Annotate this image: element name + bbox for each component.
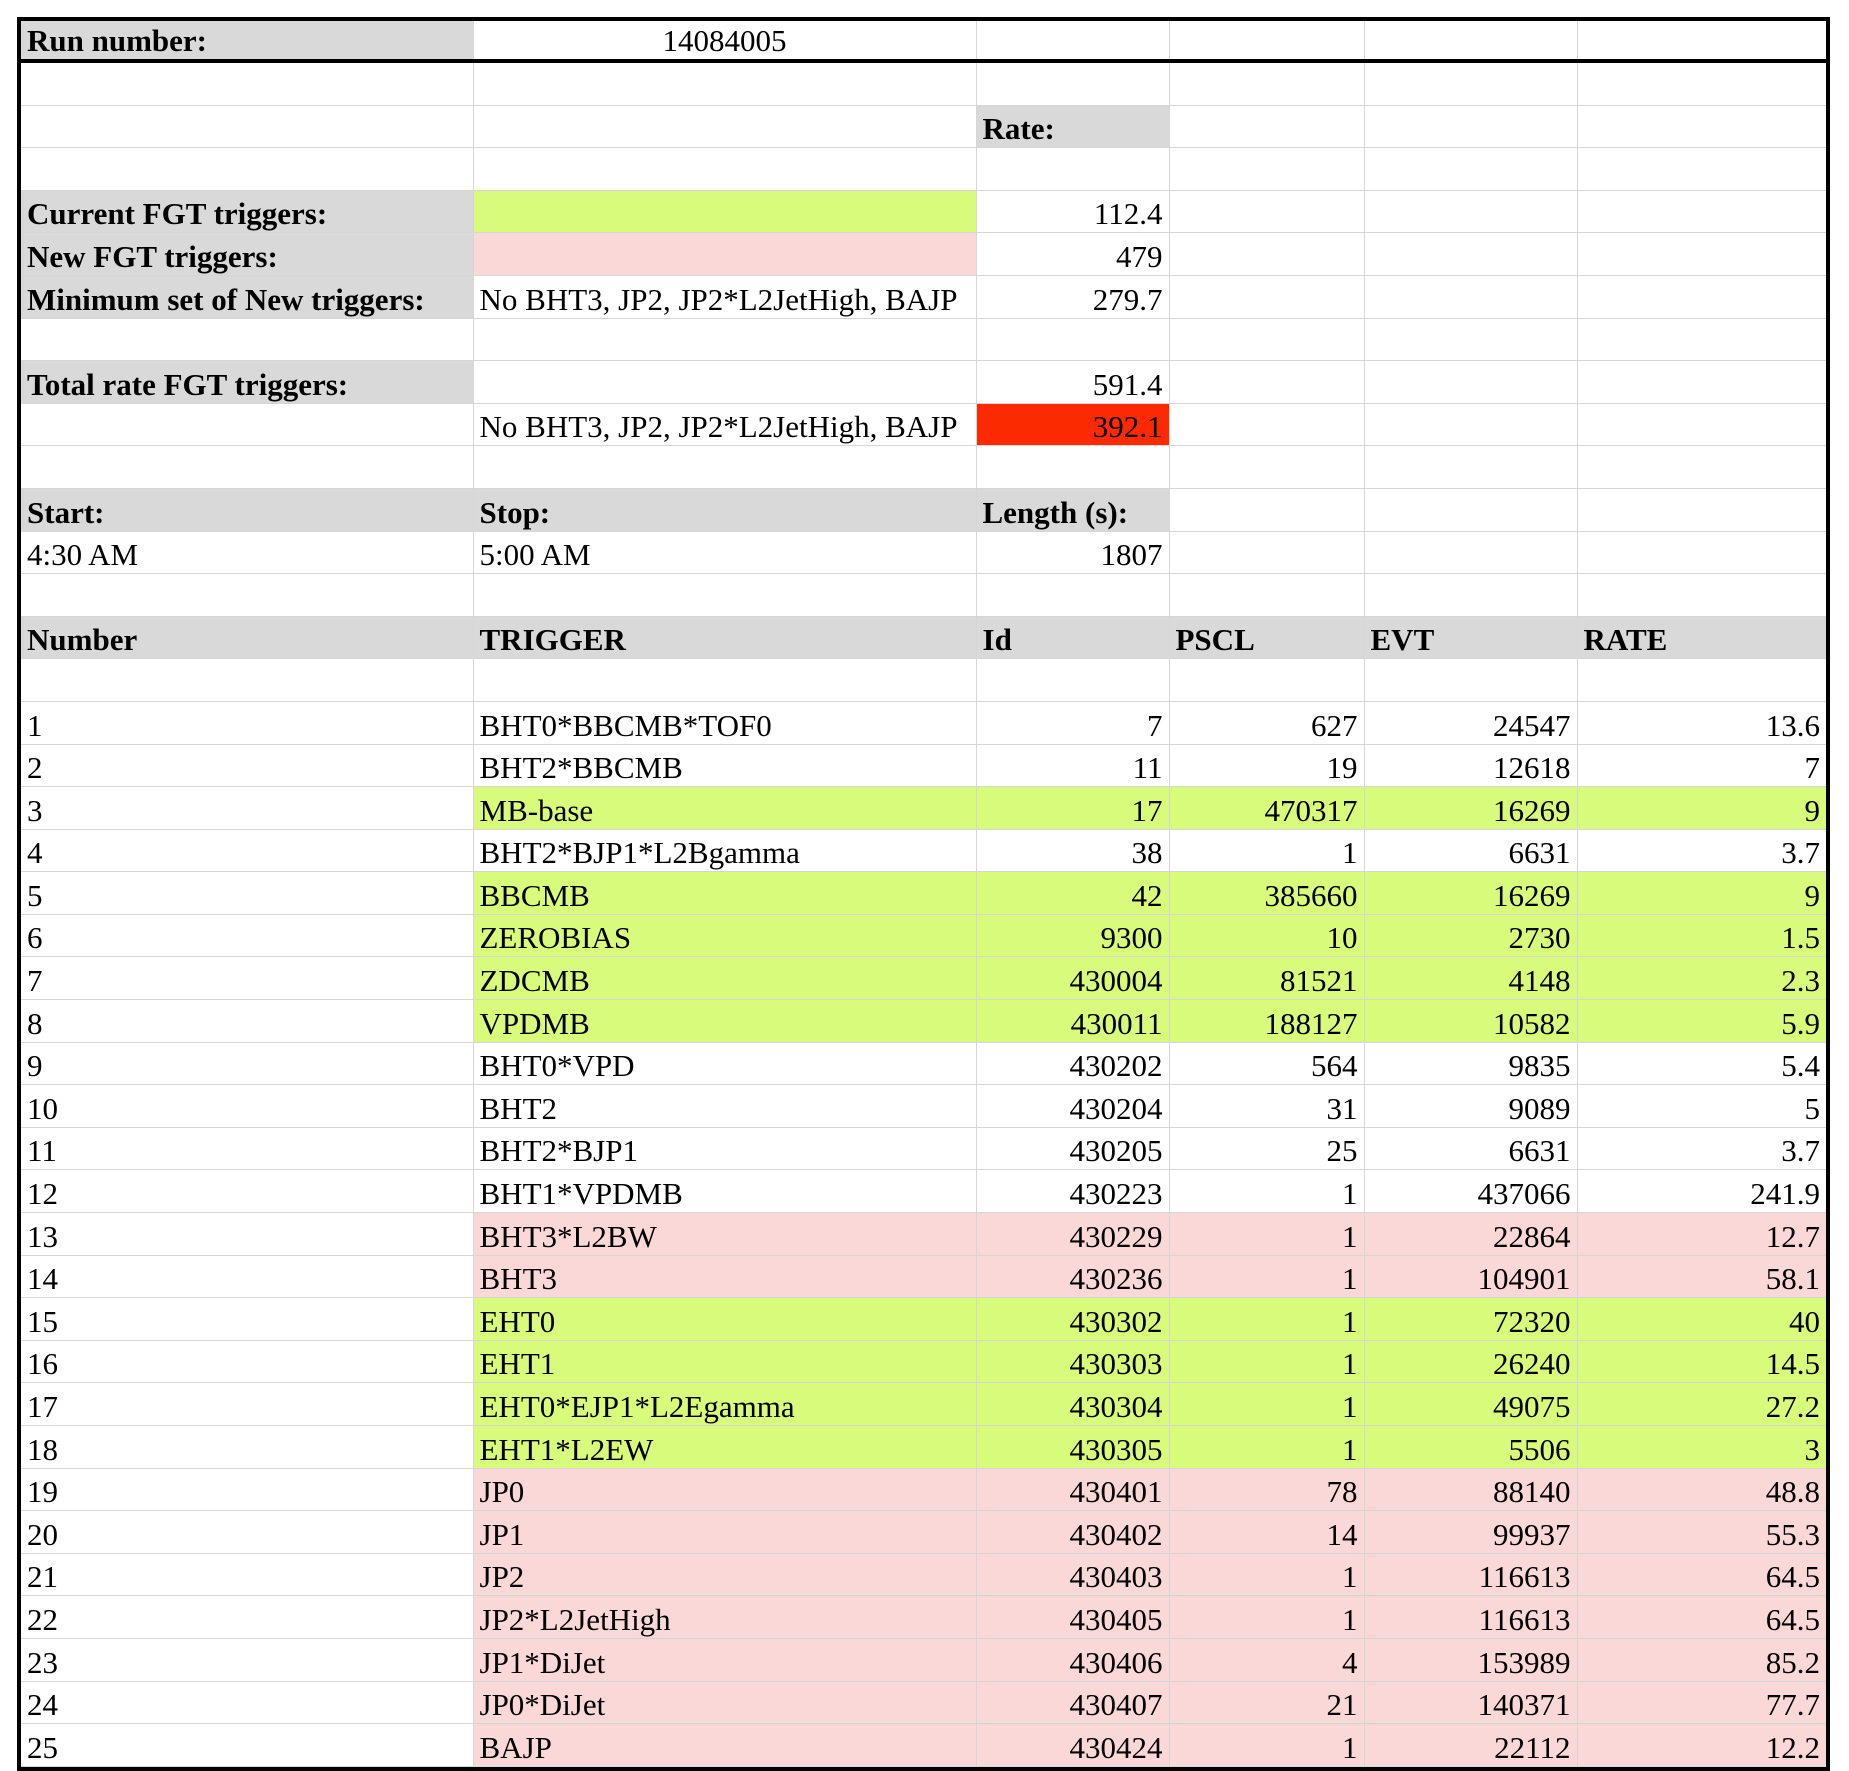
blank-row [21, 446, 1826, 489]
trigger-evt-cell[interactable]: 2730 [1364, 914, 1577, 957]
trigger-id-cell[interactable]: 9300 [976, 914, 1169, 957]
total-alt-text[interactable]: No BHT3, JP2, JP2*L2JetHigh, BAJP [473, 403, 976, 446]
trigger-id-cell[interactable]: 430204 [976, 1085, 1169, 1128]
trigger-pscl-cell[interactable]: 470317 [1169, 787, 1364, 830]
trigger-name-cell[interactable]: JP0*DiJet [473, 1681, 976, 1724]
trigger-name-cell[interactable]: BHT2*BBCMB [473, 744, 976, 787]
trigger-pscl-cell[interactable]: 1 [1169, 1724, 1364, 1767]
trigger-number-cell[interactable]: 14 [21, 1255, 473, 1298]
trigger-id-cell[interactable]: 430407 [976, 1681, 1169, 1724]
blank-row [21, 659, 1826, 702]
trigger-id-cell[interactable]: 430403 [976, 1553, 1169, 1596]
table-row [21, 1724, 1826, 1767]
trigger-number-cell[interactable]: 17 [21, 1383, 473, 1426]
trigger-name-cell[interactable]: EHT0 [473, 1298, 976, 1341]
trigger-id-cell[interactable]: 430424 [976, 1724, 1169, 1767]
trigger-id-cell[interactable]: 42 [976, 872, 1169, 915]
trigger-number-cell[interactable]: 21 [21, 1553, 473, 1596]
trigger-evt-cell[interactable]: 12618 [1364, 744, 1577, 787]
trigger-name-cell[interactable]: BHT2*BJP1*L2Bgamma [473, 829, 976, 872]
trigger-name-cell[interactable]: BBCMB [473, 872, 976, 915]
trigger-pscl-cell[interactable]: 21 [1169, 1681, 1364, 1724]
total-alt-rate[interactable]: 392.1 [976, 403, 1169, 446]
trigger-name-cell[interactable]: JP1 [473, 1511, 976, 1554]
trigger-number-cell[interactable]: 1 [21, 701, 473, 744]
trigger-name-cell[interactable]: JP2*L2JetHigh [473, 1596, 976, 1639]
trigger-rate-cell[interactable]: 5 [1577, 1085, 1826, 1128]
table-row [21, 1511, 1826, 1554]
blank-row [21, 61, 1826, 105]
trigger-number-cell[interactable]: 24 [21, 1681, 473, 1724]
table-row [21, 1383, 1826, 1426]
trigger-evt-cell[interactable]: 10582 [1364, 1000, 1577, 1043]
rate-label: Rate: [976, 105, 1169, 148]
trigger-evt-cell[interactable]: 99937 [1364, 1511, 1577, 1554]
rate-header-row [21, 105, 1826, 148]
trigger-id-cell[interactable]: 38 [976, 829, 1169, 872]
trigger-rate-cell[interactable]: 14.5 [1577, 1340, 1826, 1383]
stop-value[interactable]: 5:00 AM [473, 531, 976, 574]
trigger-pscl-cell[interactable]: 564 [1169, 1042, 1364, 1085]
length-value[interactable]: 1807 [976, 531, 1169, 574]
trigger-id-cell[interactable]: 430303 [976, 1340, 1169, 1383]
trigger-rate-cell[interactable]: 55.3 [1577, 1511, 1826, 1554]
trigger-number-cell[interactable]: 25 [21, 1724, 473, 1767]
trigger-name-cell[interactable]: JP1*DiJet [473, 1638, 976, 1681]
blank-row [21, 318, 1826, 361]
trigger-pscl-cell[interactable]: 31 [1169, 1085, 1364, 1128]
trigger-evt-cell[interactable]: 88140 [1364, 1468, 1577, 1511]
trigger-rate-cell[interactable]: 3 [1577, 1426, 1826, 1469]
total-rate-row [21, 361, 1826, 404]
trigger-name-cell[interactable]: BAJP [473, 1724, 976, 1767]
trigger-number-cell[interactable]: 9 [21, 1042, 473, 1085]
column-header-id: Id [976, 616, 1169, 659]
empty-cell[interactable] [1364, 21, 1577, 61]
trigger-name-cell[interactable]: BHT2 [473, 1085, 976, 1128]
trigger-number-cell[interactable]: 2 [21, 744, 473, 787]
minimum-set-text[interactable]: No BHT3, JP2, JP2*L2JetHigh, BAJP [473, 275, 976, 318]
trigger-name-cell[interactable]: BHT3 [473, 1255, 976, 1298]
trigger-id-cell[interactable]: 430405 [976, 1596, 1169, 1639]
trigger-evt-cell[interactable]: 22864 [1364, 1213, 1577, 1256]
spreadsheet [17, 17, 1830, 1771]
trigger-pscl-cell[interactable]: 1 [1169, 1596, 1364, 1639]
table-row [21, 1213, 1826, 1256]
trigger-rate-cell[interactable]: 48.8 [1577, 1468, 1826, 1511]
table-row [21, 1000, 1826, 1043]
trigger-name-cell[interactable]: BHT2*BJP1 [473, 1127, 976, 1170]
trigger-rate-cell[interactable]: 9 [1577, 787, 1826, 830]
trigger-evt-cell[interactable]: 16269 [1364, 787, 1577, 830]
trigger-evt-cell[interactable]: 9835 [1364, 1042, 1577, 1085]
trigger-rate-cell[interactable]: 40 [1577, 1298, 1826, 1341]
trigger-evt-cell[interactable]: 22112 [1364, 1724, 1577, 1767]
trigger-number-cell[interactable]: 10 [21, 1085, 473, 1128]
trigger-pscl-cell[interactable]: 1 [1169, 1255, 1364, 1298]
trigger-id-cell[interactable]: 430401 [976, 1468, 1169, 1511]
trigger-id-cell[interactable]: 430305 [976, 1426, 1169, 1469]
trigger-number-cell[interactable]: 16 [21, 1340, 473, 1383]
trigger-name-cell[interactable]: VPDMB [473, 1000, 976, 1043]
trigger-name-cell[interactable]: BHT3*L2BW [473, 1213, 976, 1256]
trigger-name-cell[interactable]: BHT1*VPDMB [473, 1170, 976, 1213]
trigger-rate-cell[interactable]: 3.7 [1577, 829, 1826, 872]
trigger-id-cell[interactable]: 430304 [976, 1383, 1169, 1426]
column-header-row [21, 616, 1826, 659]
trigger-number-cell[interactable]: 13 [21, 1213, 473, 1256]
minimum-set-row [21, 275, 1826, 318]
trigger-pscl-cell[interactable]: 627 [1169, 701, 1364, 744]
trigger-rate-cell[interactable]: 85.2 [1577, 1638, 1826, 1681]
trigger-pscl-cell[interactable]: 81521 [1169, 957, 1364, 1000]
trigger-id-cell[interactable]: 430302 [976, 1298, 1169, 1341]
table-row [21, 1127, 1826, 1170]
trigger-pscl-cell[interactable]: 1 [1169, 1426, 1364, 1469]
trigger-rate-cell[interactable]: 77.7 [1577, 1681, 1826, 1724]
trigger-number-cell[interactable]: 18 [21, 1426, 473, 1469]
trigger-pscl-cell[interactable]: 1 [1169, 829, 1364, 872]
trigger-id-cell[interactable]: 430229 [976, 1213, 1169, 1256]
run-number-label: Run number: [21, 21, 473, 61]
trigger-pscl-cell[interactable]: 19 [1169, 744, 1364, 787]
trigger-rate-cell[interactable]: 2.3 [1577, 957, 1826, 1000]
trigger-evt-cell[interactable]: 104901 [1364, 1255, 1577, 1298]
table-row [21, 1596, 1826, 1639]
trigger-id-cell[interactable]: 11 [976, 744, 1169, 787]
trigger-pscl-cell[interactable]: 78 [1169, 1468, 1364, 1511]
trigger-evt-cell[interactable]: 72320 [1364, 1298, 1577, 1341]
trigger-pscl-cell[interactable]: 1 [1169, 1553, 1364, 1596]
trigger-rate-cell[interactable]: 64.5 [1577, 1553, 1826, 1596]
new-triggers-label: New FGT triggers: [21, 233, 473, 276]
trigger-rate-cell[interactable]: 27.2 [1577, 1383, 1826, 1426]
trigger-name-cell[interactable]: JP0 [473, 1468, 976, 1511]
new-triggers-rate[interactable]: 479 [976, 233, 1169, 276]
trigger-evt-cell[interactable]: 140371 [1364, 1681, 1577, 1724]
trigger-id-cell[interactable]: 430011 [976, 1000, 1169, 1043]
trigger-pscl-cell[interactable]: 385660 [1169, 872, 1364, 915]
trigger-id-cell[interactable]: 430004 [976, 957, 1169, 1000]
trigger-id-cell[interactable]: 430223 [976, 1170, 1169, 1213]
trigger-pscl-cell[interactable]: 1 [1169, 1170, 1364, 1213]
trigger-name-cell[interactable]: EHT1 [473, 1340, 976, 1383]
trigger-evt-cell[interactable]: 116613 [1364, 1596, 1577, 1639]
trigger-pscl-cell[interactable]: 14 [1169, 1511, 1364, 1554]
trigger-id-cell[interactable]: 430406 [976, 1638, 1169, 1681]
timing-values-row [21, 531, 1826, 574]
trigger-pscl-cell[interactable]: 1 [1169, 1340, 1364, 1383]
empty-cell[interactable] [1577, 21, 1826, 61]
column-header-rate: RATE [1577, 616, 1826, 659]
trigger-rate-cell[interactable]: 12.7 [1577, 1213, 1826, 1256]
run-number-row [21, 21, 1826, 61]
trigger-name-cell[interactable]: BHT0*BBCMB*TOF0 [473, 701, 976, 744]
trigger-evt-cell[interactable]: 6631 [1364, 829, 1577, 872]
trigger-rate-cell[interactable]: 9 [1577, 872, 1826, 915]
table-row [21, 1298, 1826, 1341]
trigger-evt-cell[interactable]: 437066 [1364, 1170, 1577, 1213]
trigger-id-cell[interactable]: 17 [976, 787, 1169, 830]
trigger-evt-cell[interactable]: 6631 [1364, 1127, 1577, 1170]
trigger-name-cell[interactable]: EHT1*L2EW [473, 1426, 976, 1469]
trigger-number-cell[interactable]: 11 [21, 1127, 473, 1170]
column-header-number: Number [21, 616, 473, 659]
empty-cell[interactable] [1169, 21, 1364, 61]
length-label: Length (s): [976, 488, 1169, 531]
trigger-rate-cell[interactable]: 12.2 [1577, 1724, 1826, 1767]
trigger-number-cell[interactable]: 7 [21, 957, 473, 1000]
table-row [21, 1426, 1826, 1469]
empty-cell[interactable] [976, 21, 1169, 61]
total-rate-label: Total rate FGT triggers: [21, 361, 473, 404]
trigger-id-cell[interactable]: 430202 [976, 1042, 1169, 1085]
table-row [21, 1553, 1826, 1596]
table-row [21, 872, 1826, 915]
stop-label: Stop: [473, 488, 976, 531]
trigger-number-cell[interactable]: 5 [21, 872, 473, 915]
new-triggers-swatch[interactable] [473, 233, 976, 276]
blank-row [21, 574, 1826, 617]
start-label: Start: [21, 488, 473, 531]
trigger-id-cell[interactable]: 430402 [976, 1511, 1169, 1554]
trigger-rate-cell[interactable]: 58.1 [1577, 1255, 1826, 1298]
trigger-pscl-cell[interactable]: 1 [1169, 1383, 1364, 1426]
trigger-evt-cell[interactable]: 9089 [1364, 1085, 1577, 1128]
trigger-rate-cell[interactable]: 5.4 [1577, 1042, 1826, 1085]
trigger-evt-cell[interactable]: 153989 [1364, 1638, 1577, 1681]
trigger-evt-cell[interactable]: 24547 [1364, 701, 1577, 744]
trigger-id-cell[interactable]: 7 [976, 701, 1169, 744]
table-row [21, 829, 1826, 872]
trigger-name-cell[interactable]: MB-base [473, 787, 976, 830]
trigger-evt-cell[interactable]: 26240 [1364, 1340, 1577, 1383]
table-row [21, 1468, 1826, 1511]
minimum-set-label: Minimum set of New triggers: [21, 275, 473, 318]
trigger-evt-cell[interactable]: 16269 [1364, 872, 1577, 915]
trigger-number-cell[interactable]: 20 [21, 1511, 473, 1554]
table-row [21, 701, 1826, 744]
trigger-rate-cell[interactable]: 1.5 [1577, 914, 1826, 957]
table-row [21, 1340, 1826, 1383]
total-alt-row [21, 403, 1826, 446]
table-row [21, 1638, 1826, 1681]
trigger-number-cell[interactable]: 12 [21, 1170, 473, 1213]
trigger-rate-cell[interactable]: 7 [1577, 744, 1826, 787]
table-row [21, 787, 1826, 830]
trigger-pscl-cell[interactable]: 4 [1169, 1638, 1364, 1681]
current-triggers-label: Current FGT triggers: [21, 190, 473, 233]
table-row [21, 1085, 1826, 1128]
trigger-id-cell[interactable]: 430205 [976, 1127, 1169, 1170]
trigger-name-cell[interactable]: JP2 [473, 1553, 976, 1596]
table-row [21, 957, 1826, 1000]
current-triggers-row [21, 190, 1826, 233]
trigger-pscl-cell[interactable]: 1 [1169, 1298, 1364, 1341]
trigger-name-cell[interactable]: ZEROBIAS [473, 914, 976, 957]
trigger-rate-cell[interactable]: 241.9 [1577, 1170, 1826, 1213]
blank-row [21, 148, 1826, 191]
trigger-name-cell[interactable]: BHT0*VPD [473, 1042, 976, 1085]
current-triggers-rate[interactable]: 112.4 [976, 190, 1169, 233]
trigger-rate-cell[interactable]: 64.5 [1577, 1596, 1826, 1639]
trigger-rate-cell[interactable]: 5.9 [1577, 1000, 1826, 1043]
trigger-rate-cell[interactable]: 13.6 [1577, 701, 1826, 744]
trigger-evt-cell[interactable]: 4148 [1364, 957, 1577, 1000]
trigger-number-cell[interactable]: 3 [21, 787, 473, 830]
trigger-id-cell[interactable]: 430236 [976, 1255, 1169, 1298]
trigger-name-cell[interactable]: EHT0*EJP1*L2Egamma [473, 1383, 976, 1426]
trigger-name-cell[interactable]: ZDCMB [473, 957, 976, 1000]
table-row [21, 744, 1826, 787]
trigger-number-cell[interactable]: 6 [21, 914, 473, 957]
trigger-number-cell[interactable]: 15 [21, 1298, 473, 1341]
trigger-pscl-cell[interactable]: 188127 [1169, 1000, 1364, 1043]
trigger-number-cell[interactable]: 23 [21, 1638, 473, 1681]
start-value[interactable]: 4:30 AM [21, 531, 473, 574]
column-header-trigger: TRIGGER [473, 616, 976, 659]
current-triggers-swatch[interactable] [473, 190, 976, 233]
trigger-number-cell[interactable]: 4 [21, 829, 473, 872]
new-triggers-row [21, 233, 1826, 276]
trigger-rate-cell[interactable]: 3.7 [1577, 1127, 1826, 1170]
trigger-number-cell[interactable]: 8 [21, 1000, 473, 1043]
timing-header-row [21, 488, 1826, 531]
trigger-evt-cell[interactable]: 5506 [1364, 1426, 1577, 1469]
trigger-evt-cell[interactable]: 49075 [1364, 1383, 1577, 1426]
trigger-number-cell[interactable]: 19 [21, 1468, 473, 1511]
trigger-pscl-cell[interactable]: 1 [1169, 1213, 1364, 1256]
trigger-pscl-cell[interactable]: 25 [1169, 1127, 1364, 1170]
minimum-set-rate[interactable]: 279.7 [976, 275, 1169, 318]
table-row [21, 1042, 1826, 1085]
trigger-sheet-table [21, 21, 1826, 1767]
trigger-pscl-cell[interactable]: 10 [1169, 914, 1364, 957]
run-number-value[interactable]: 14084005 [473, 21, 976, 61]
column-header-pscl: PSCL [1169, 616, 1364, 659]
table-row [21, 1170, 1826, 1213]
trigger-evt-cell[interactable]: 116613 [1364, 1553, 1577, 1596]
table-row [21, 914, 1826, 957]
table-row [21, 1681, 1826, 1724]
trigger-number-cell[interactable]: 22 [21, 1596, 473, 1639]
column-header-evt: EVT [1364, 616, 1577, 659]
table-row [21, 1255, 1826, 1298]
total-rate-value[interactable]: 591.4 [976, 361, 1169, 404]
